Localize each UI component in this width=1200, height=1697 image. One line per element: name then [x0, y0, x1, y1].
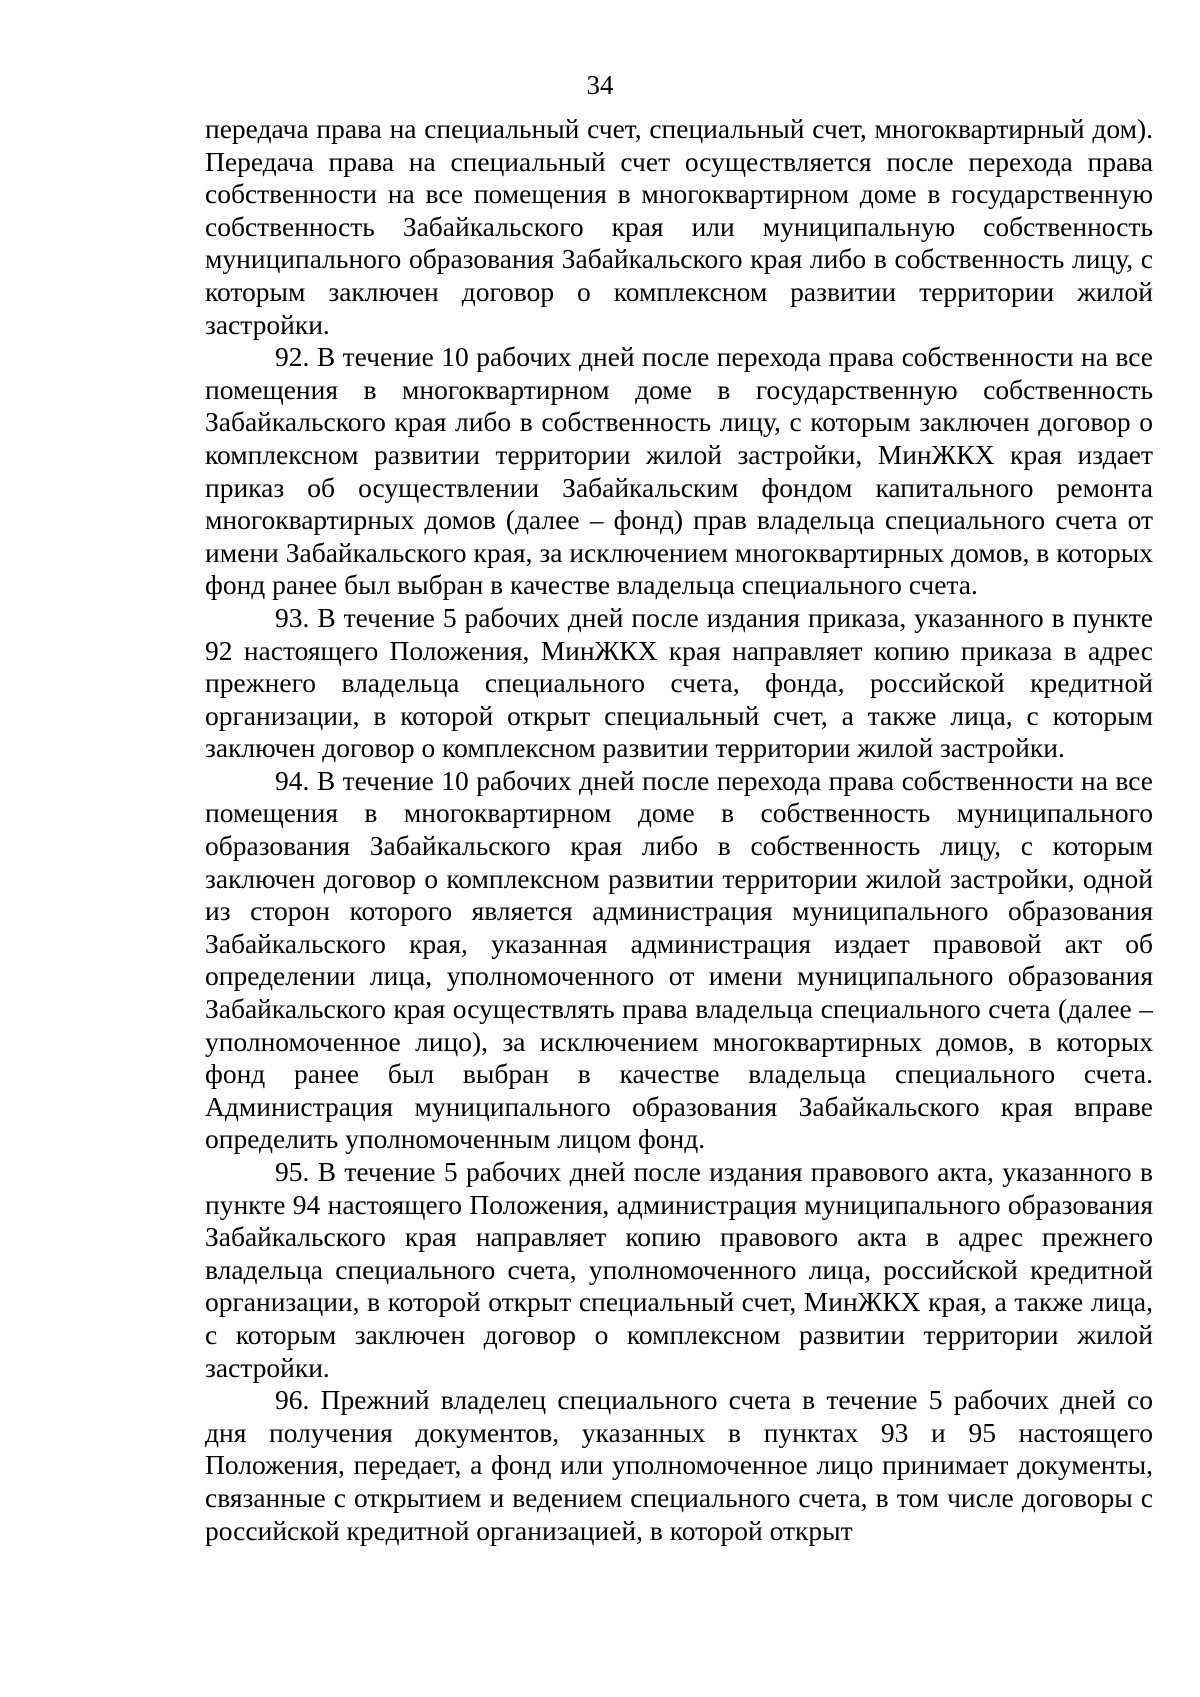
- paragraph-94: 94. В течение 10 рабочих дней после перехода права собственности на все помещения в многоквартирном доме в собственность муниципального образования Забайкальского края либо в собственность лицу, с которым заключен договор о комплексном развитии территории жилой застройки, одной из сторон которого является администрация муниципального образования Забайкальского края, указанная администрация издает правовой акт об определении лица, уполномоченного от имени муниципального образования Забайкальского края осуществлять права владельца специального счета (далее – уполномоченное лицо), за исключением многоквартирных домов, в которых фонд ранее был выбран в качестве владельца специального счета. Администрация муниципального образования Забайкальского края вправе определить уполномоченным лицом фонд.: [205, 764, 1153, 1155]
- paragraph-93: 93. В течение 5 рабочих дней после издания приказа, указанного в пункте 92 настоящего Положения, МинЖКХ края направляет копию приказа в адрес прежнего владельца специального счета, фонда, российской кредитной организации, в которой открыт специальный счет, а также лица, с которым заключен договор о комплексном развитии территории жилой застройки.: [205, 601, 1153, 764]
- paragraph-95: 95. В течение 5 рабочих дней после издания правового акта, указанного в пункте 94 настоящего Положения, администрация муниципального образования Забайкальского края направляет копию правового акта в адрес прежнего владельца специального счета, уполномоченного лица, российской кредитной организации, в которой открыт специальный счет, МинЖКХ края, а также лица, с которым заключен договор о комплексном развитии территории жилой застройки.: [205, 1156, 1153, 1383]
- paragraph-92: 92. В течение 10 рабочих дней после перехода права собственности на все помещения в многоквартирном доме в государственную собственность Забайкальского края либо в собственность лицу, с которым заключен договор о комплексном развитии территории жилой застройки, МинЖКХ края издает приказ об осуществлении Забайкальским фондом капитального ремонта многоквартирных домов (далее – фонд) прав владельца специального счета от имени Забайкальского края, за исключением многоквартирных домов, в которых фонд ранее был выбран в качестве владельца специального счета.: [205, 341, 1153, 601]
- document-body: [205, 113, 1153, 1547]
- paragraph-96: 96. Прежний владелец специального счета в течение 5 рабочих дней со дня получения документов, указанных в пунктах 93 и 95 настоящего Положения, передает, а фонд или уполномоченное лицо принимает документы, связанные с открытием и ведением специального счета, в том числе договоры с российской кредитной организацией, в которой открыт: [205, 1384, 1153, 1546]
- page-number: 34: [586, 70, 614, 100]
- paragraph-continuation: передача права на специальный счет, специальный счет, многоквартирный дом). Передача права на специальный счет осуществляется после перехода права собственности на все помещения в многоквартирном доме в государственную собственность Забайкальского края или муниципальную собственность муниципального образования Забайкальского края либо в собственность лицу, с которым заключен договор о комплексном развитии территории жилой застройки.: [205, 113, 1153, 340]
